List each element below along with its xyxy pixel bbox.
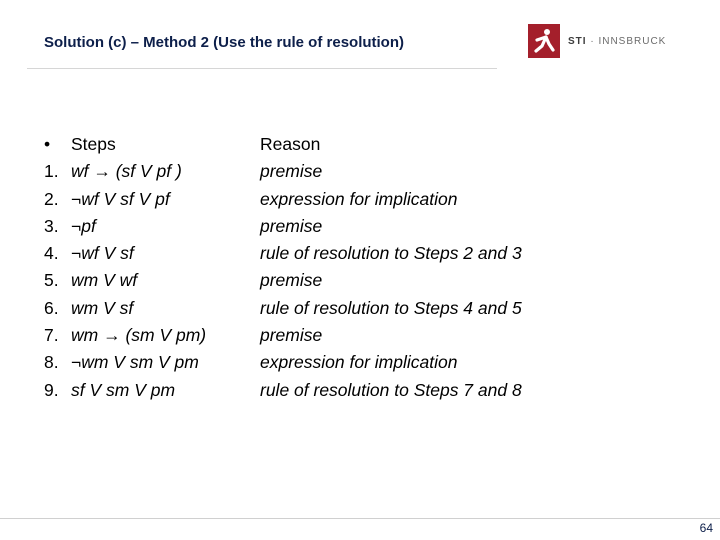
footer-divider (0, 518, 720, 519)
step-expression: wm → (sm V pm) (71, 325, 207, 346)
step-reason: premise (260, 161, 323, 182)
table-header (44, 131, 522, 158)
table-row (44, 349, 522, 376)
step-reason: premise (260, 215, 323, 236)
logo-separator: · (586, 35, 599, 47)
step-expression: ¬wm V sm V pm (71, 352, 199, 373)
step-expression: sf V sm V pm (71, 379, 176, 400)
logo-name: INNSBRUCK (598, 35, 667, 47)
sti-innsbruck-logo (528, 24, 666, 58)
reason-header: Reason (260, 134, 321, 154)
step-number: 7. (44, 325, 59, 346)
step-reason: rule of resolution to Steps 4 and 5 (260, 297, 522, 318)
logo-text (568, 36, 666, 47)
table-row (44, 267, 522, 294)
step-reason: expression for implication (260, 188, 458, 209)
step-expression: wm V wf (71, 270, 138, 291)
step-expression: ¬wf V sf (71, 243, 134, 264)
table-row (44, 240, 522, 267)
slide-title: Solution (c) – Method 2 (Use the rule of resolution) (44, 34, 405, 51)
step-number: 5. (44, 270, 59, 291)
table-row (44, 186, 522, 213)
step-reason: premise (260, 325, 323, 346)
table-row (44, 322, 522, 349)
table-row (44, 158, 522, 185)
step-number: 2. (44, 188, 59, 209)
step-expression: ¬pf (71, 215, 96, 236)
step-expression: ¬wf V sf V pf (71, 188, 170, 209)
logo-brand: STI (568, 35, 587, 47)
step-expression: wf → (sf V pf ) (71, 161, 182, 182)
step-number: 4. (44, 243, 59, 264)
bullet-marker: • (44, 134, 51, 154)
table-row (44, 377, 522, 404)
steps-table (44, 131, 522, 404)
step-number: 6. (44, 297, 59, 318)
page-number: 64 (699, 521, 713, 535)
step-reason: rule of resolution to Steps 2 and 3 (260, 243, 522, 264)
step-expression: wm V sf (71, 297, 134, 318)
step-number: 3. (44, 215, 59, 236)
table-row (44, 213, 522, 240)
steps-header: Steps (71, 134, 116, 154)
step-number: 1. (44, 161, 59, 182)
table-row (44, 295, 522, 322)
title-divider (27, 68, 497, 69)
step-number: 9. (44, 379, 59, 400)
sti-logo-icon (528, 24, 560, 58)
step-reason: premise (260, 270, 323, 291)
step-reason: expression for implication (260, 352, 458, 373)
step-reason: rule of resolution to Steps 7 and 8 (260, 379, 522, 400)
step-number: 8. (44, 352, 59, 373)
